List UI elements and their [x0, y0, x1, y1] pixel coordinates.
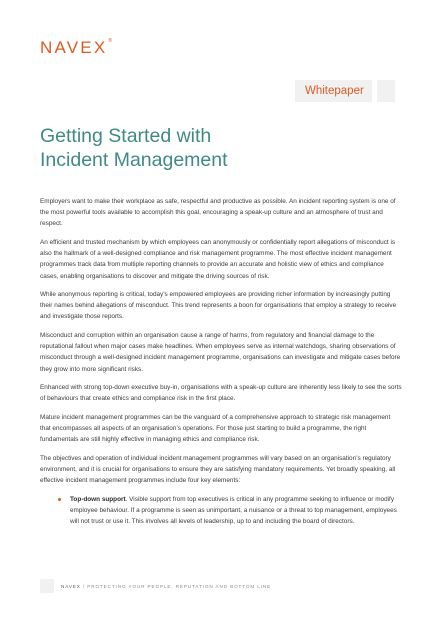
tag-decor-block: [377, 80, 395, 102]
page-title: [40, 124, 400, 172]
paragraph: An efficient and trusted mechanism by which employees can anonymously or confidentially report allegations of misconduct is also the hallmark of a well-designed compliance and risk management programme. The most effective incident management programmes track data from multiple reporting channels to provide an accurate and holistic view of ethics and compliance cases, enabling organisations to discover and mitigate the driving sources of risk.: [40, 238, 396, 280]
footer-text: [61, 584, 271, 589]
paragraph: The objectives and operation of individual incident management programmes will vary based on an organisation’s regulatory environment, and it is crucial for organisations to ensure they are satisfying mandatory requirements. Yet broadly speaking, all effective incident management programmes include four key elements:: [40, 454, 396, 485]
footer-separator: /: [82, 583, 86, 589]
footer-brand: NAVEX: [61, 583, 81, 589]
paragraph: While anonymous reporting is critical, today’s empowered employees are providing richer information by increasingly putting their names behind allegations of misconduct. This trend represents a boon for organisations that employ a strategy to receive and investigate those reports.: [40, 291, 397, 321]
logo-text: NAVEX: [40, 38, 108, 57]
bullet-dot-icon: [58, 498, 61, 501]
tag-label: Whitepaper: [295, 80, 372, 102]
body-text: [40, 196, 402, 527]
logo-trademark: ®: [108, 38, 113, 44]
bullet-text: . Visible support from top executives is critical in any programme seeking to influence or modify employee behaviour. If a programme is seen as unimportant, a nuisance or a threat to top management, employees will not trust or use it. This involves all levels of leadership, up to and including the board of directors.: [70, 495, 397, 525]
key-elements-list: [40, 494, 402, 528]
list-item: [58, 494, 402, 528]
page-footer: [40, 579, 271, 593]
page-number-box: [40, 579, 54, 593]
paragraph: Employers want to make their workplace as safe, respectful and productive as possible. An incident reporting system is one of the most powerful tools available to accomplish this goal, encouraging a speak-up culture and an atmosphere of trust and respect.: [40, 198, 396, 228]
title-line-2: Incident Management: [40, 149, 228, 171]
title-line-1: Getting Started with: [40, 125, 212, 147]
document-type-tag: [295, 80, 395, 102]
footer-tagline: PROTECTING YOUR PEOPLE, REPUTATION AND BOTTOM LINE: [87, 583, 272, 589]
paragraph: Mature incident management programmes can be the vanguard of a comprehensive approach to strategic risk management that encompasses all aspects of an organisation’s operations. For those just starting to build a programme, the right fundamentals are still highly effective in managing ethics and compliance risk.: [40, 413, 391, 444]
paragraph: Misconduct and corruption within an organisation cause a range of harms, from regulatory and financial damage to the reputational fallout when major cases make headlines. When employees serve as internal watchdogs, sharing observations of misconduct through a well-designed incident management programme, organisations can investigate and mitigate cases before they grow into more significant risks.: [40, 331, 401, 373]
navex-logo: [40, 38, 112, 58]
paragraph: Enhanced with strong top-down executive buy-in, organisations with a speak-up culture are inherently less likely to see the sorts of behaviours that create ethics and compliance risk in the first place.: [40, 384, 402, 403]
bullet-heading: Top-down support: [70, 495, 126, 503]
